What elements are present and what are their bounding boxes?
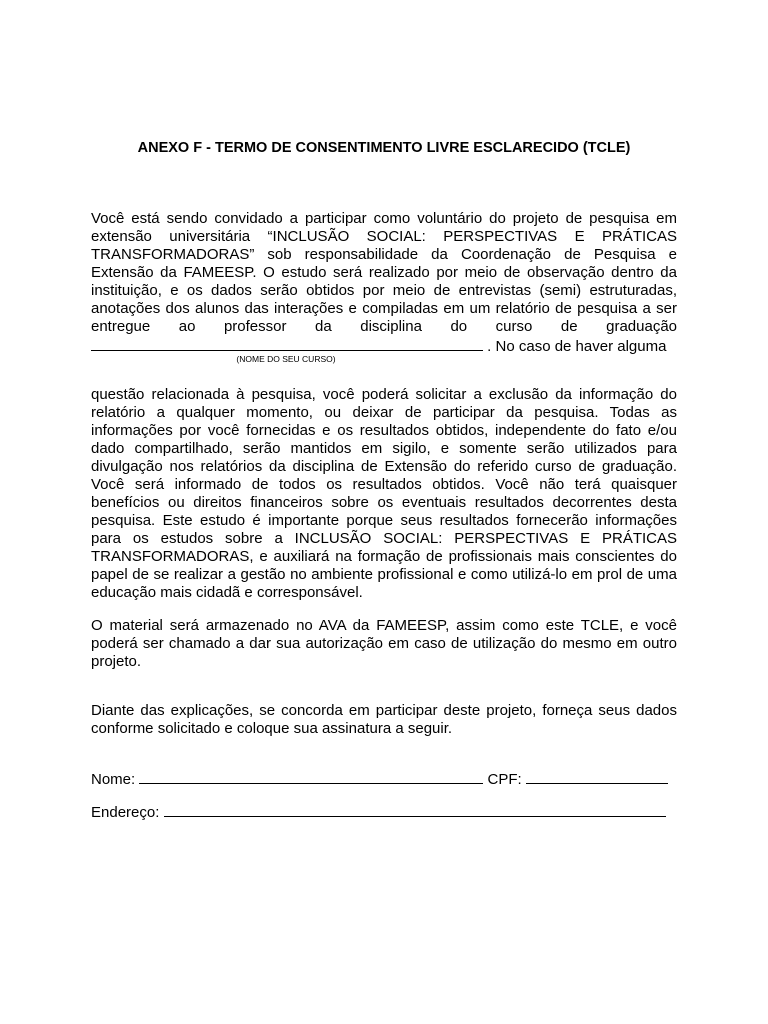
address-label: Endereço: [91, 804, 160, 821]
course-name-caption: (NOME DO SEU CURSO) [236, 354, 336, 364]
address-row [91, 802, 666, 822]
paragraph-intro-line: Extensão da FAMEESP. O estudo será realizado por meio de observação dentro da [91, 264, 677, 281]
paragraph-intro-line: extensão universitária “INCLUSÃO SOCIAL: PERSPECTIVAS E PRÁTICAS [91, 228, 677, 245]
name-field[interactable] [139, 769, 483, 784]
course-line-suffix: . No caso de haver alguma [487, 338, 667, 355]
course-name-field[interactable] [91, 336, 483, 351]
document-title: ANEXO F - TERMO DE CONSENTIMENTO LIVRE ESCLARECIDO (TCLE) [137, 140, 631, 156]
paragraph-intro [91, 210, 677, 354]
cpf-field[interactable] [526, 769, 668, 784]
paragraph-storage: O material será armazenado no AVA da FAMEESP, assim como este TCLE, e você poderá ser chamado a dar sua autorização em caso de utilização do mesmo em outro projeto. [91, 617, 677, 670]
paragraph-details: questão relacionada à pesquisa, você poderá solicitar a exclusão da informação do relatório a qualquer momento, ou deixar de participar da pesquisa. Todas as informações por você fornecidas e os resultados obtidos, independente do fato e/ou dado compartilhado, serão mantidos em sigilo, e somente serão utilizados para divulgação nos relatórios da disciplina de Extensão do referido curso de graduação. Você será informado de todos os resultados obtidos. Você não terá quaisquer benefícios ou direitos financeiros sobre os eventuais resultados decorrentes desta pesquisa. Este estudo é importante porque seus resultados fornecerão informações para os estudos sobre a INCLUSÃO SOCIAL: PERSPECTIVAS E PRÁTICAS TRANSFORMADORAS, e auxiliará na formação de profissionais mais conscientes do papel de se realizar a gestão no ambiente profissional e como utilizá-lo em prol de uma educação mais cidadã e corresponsável. [91, 386, 677, 601]
address-field[interactable] [164, 802, 666, 817]
name-cpf-row [91, 769, 668, 789]
paragraph-intro-line: TRANSFORMADORAS” sob responsabilidade da Coordenação de Pesquisa e [91, 246, 677, 263]
paragraph-intro-line: entregue ao professor da disciplina do curso de graduação [91, 318, 677, 335]
paragraph-intro-line: anotações dos alunos das interações e compiladas em um relatório de pesquisa a ser [91, 300, 677, 317]
paragraph-intro-line: Você está sendo convidado a participar como voluntário do projeto de pesquisa em [91, 210, 677, 227]
paragraph-consent: Diante das explicações, se concorda em participar deste projeto, forneça seus dados conforme solicitado e coloque sua assinatura a seguir. [91, 702, 677, 737]
paragraph-intro-line: instituição, e os dados serão obtidos por meio de entrevistas (semi) estruturadas, [91, 282, 677, 299]
course-name-row [91, 336, 677, 354]
cpf-label: CPF: [487, 771, 522, 788]
name-label: Nome: [91, 771, 136, 788]
